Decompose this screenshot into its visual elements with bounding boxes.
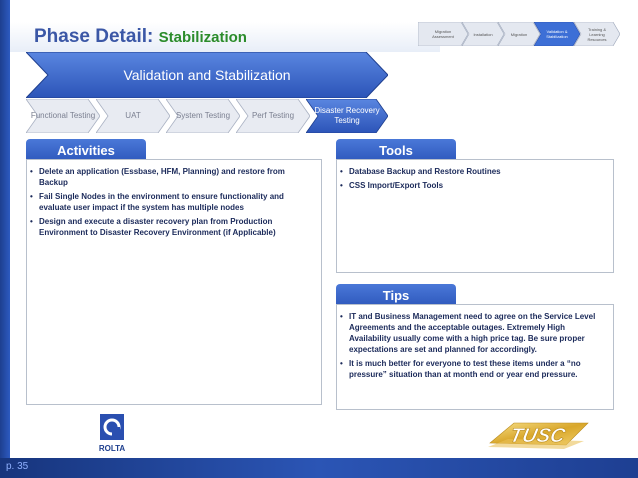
stage-banner-label: Validation and Stabilization (123, 67, 291, 83)
phase-training[interactable]: Training & Learning Resources (574, 22, 620, 46)
tools-list (339, 166, 605, 191)
tips-heading: Tips (382, 287, 410, 303)
step-perf-testing[interactable]: Perf Testing (236, 99, 310, 133)
phase-migration[interactable]: Migration (498, 22, 540, 46)
footer-band (0, 458, 638, 478)
tusc-logo (484, 415, 594, 455)
page-title-main: Phase Detail: (34, 26, 154, 47)
list-item: • Database Backup and Restore Routines (339, 166, 605, 177)
tusc-logo-icon (484, 415, 594, 455)
activities-heading: Activities (57, 142, 115, 158)
tips-tab (336, 284, 456, 306)
phase-navigation (418, 22, 633, 46)
phase-installation[interactable]: Installation (462, 22, 504, 46)
tusc-logo-text: TUSC (507, 425, 568, 447)
activities-tab (26, 139, 146, 161)
tools-tab (336, 139, 456, 161)
step-uat[interactable]: UAT (96, 99, 170, 133)
list-item: • Design and execute a disaster recovery plan from Production Environment to Disaster Recovery Environment (if Applicable) (29, 216, 313, 238)
activities-list (29, 166, 313, 238)
list-item: • IT and Business Management need to agree on the Service Level Agreements and the acceptable outages. Extremely High Availability usually come with a high price tag. Be sure proper expectations are set and planned for accordingly. (339, 311, 605, 355)
step-functional-testing[interactable]: Functional Testing (26, 99, 100, 133)
rolta-logo-text: ROLTA (98, 444, 126, 453)
list-item: • It is much better for everyone to test these items under a “no pressure” situation than at month end or year end pressure. (339, 358, 605, 380)
list-item: • Fail Single Nodes in the environment to ensure functionality and evaluate user impact if the system has multiple nodes (29, 191, 313, 213)
stage-banner (26, 52, 388, 98)
activities-panel (26, 159, 322, 405)
phase-validation-stabilization[interactable]: Validation & Stabilization (534, 22, 580, 46)
step-system-testing[interactable]: System Testing (166, 99, 240, 133)
page-title-phase: Stabilization (158, 29, 247, 46)
list-item: • Delete an application (Essbase, HFM, Planning) and restore from Backup (29, 166, 313, 188)
left-accent-strip (0, 0, 10, 478)
page-number: p. 35 (6, 461, 29, 472)
list-item: • CSS Import/Export Tools (339, 180, 605, 191)
tips-list (339, 311, 605, 380)
tips-panel (336, 304, 614, 410)
step-disaster-recovery-testing[interactable]: Disaster Recovery Testing (306, 99, 388, 133)
tools-panel (336, 159, 614, 273)
phase-migration-assessment[interactable]: Migration Assessment (418, 22, 468, 46)
page-title (34, 26, 247, 48)
rolta-logo-icon (96, 414, 128, 454)
tools-heading: Tools (379, 142, 413, 158)
rolta-logo (96, 414, 128, 454)
